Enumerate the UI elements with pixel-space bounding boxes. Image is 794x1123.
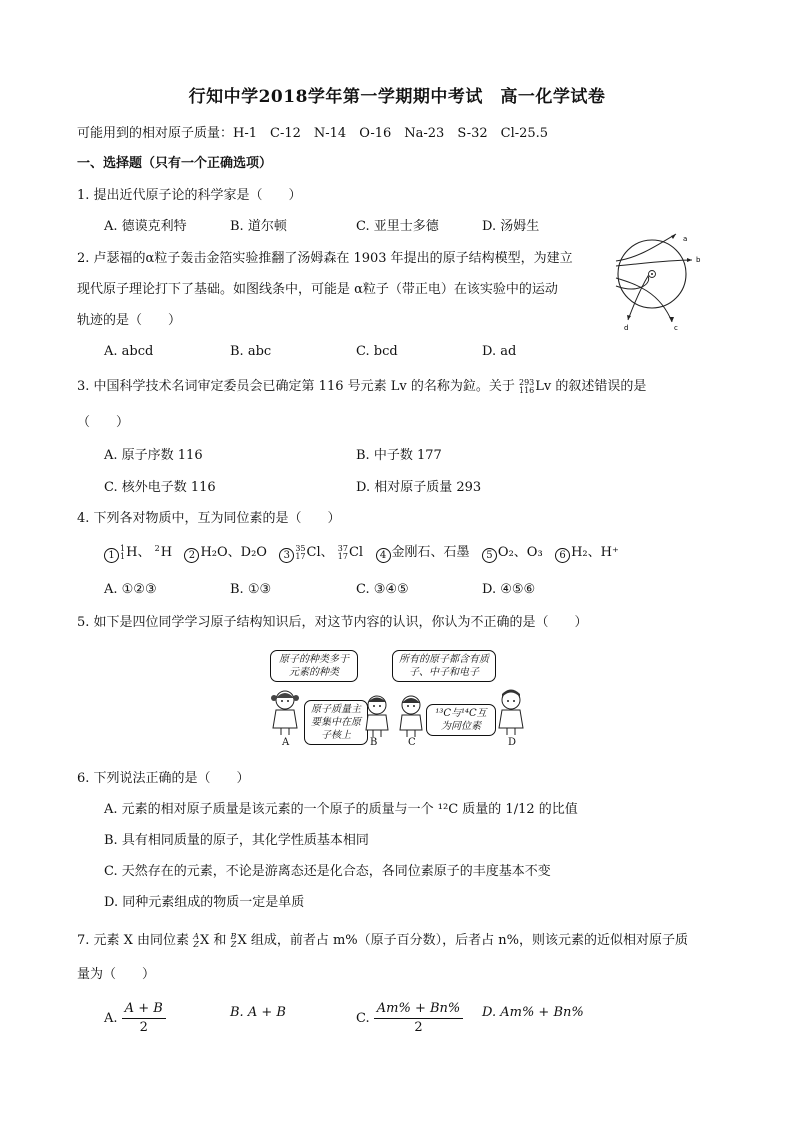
iso-cl35-z: 17 <box>295 551 306 561</box>
sep3: 、 <box>320 545 334 560</box>
label-c: c <box>674 324 678 332</box>
q7-line1 <box>77 932 688 950</box>
q7-option-c-fraction <box>374 1000 464 1037</box>
item-number-6: 6 <box>555 548 570 563</box>
q1-option-b: B. 道尔顿 <box>230 219 287 234</box>
q7-iso2-z: Z <box>230 939 237 949</box>
q1-option-c: C. 亚里士多德 <box>356 219 439 234</box>
label-student-b: B <box>370 737 378 748</box>
q2-option-c: C. bcd <box>356 344 398 359</box>
q7-iso2-sym: X <box>237 933 247 948</box>
student-b-icon <box>362 694 392 738</box>
q7-iso1-mass: A <box>193 931 199 941</box>
q2-option-a: A. abcd <box>104 344 154 359</box>
label-student-d: D <box>508 737 517 748</box>
q1-option-d: D. 汤姆生 <box>482 219 540 234</box>
q3-option-d: D. 相对原子质量 293 <box>356 480 482 495</box>
iso-cl35-sym: Cl <box>306 545 321 560</box>
iso-h2-numbers <box>155 545 160 561</box>
q7-option-d: D. Am% + Bn% <box>482 1005 584 1020</box>
q3-line2: （ ） <box>77 415 130 430</box>
q4-option-b: B. ①③ <box>230 582 272 597</box>
pair-5: O₂、O₃ <box>497 545 543 560</box>
iso-h2-mass: 2 <box>154 543 160 553</box>
sep1: 、 <box>137 545 151 560</box>
item-number-4: 4 <box>376 548 391 563</box>
q5-cartoon <box>262 646 542 754</box>
iso-cl35-numbers <box>295 545 305 561</box>
q7-option-b: B. A + B <box>230 1005 286 1020</box>
q7-option-a-numerator: A + B <box>122 1000 166 1019</box>
label-student-c: C <box>408 737 416 748</box>
q6-stem: 6. 下列说法正确的是（ ） <box>77 771 250 786</box>
iso-cl35-mass: 35 <box>295 543 306 553</box>
q6-option-b: B. 具有相同质量的原子，其化学性质基本相同 <box>104 833 369 848</box>
q4-option-a: A. ①②③ <box>104 582 157 597</box>
q3-option-c: C. 核外电子数 116 <box>104 480 216 495</box>
q3-option-a: A. 原子序数 116 <box>104 448 203 463</box>
q7-option-a <box>104 1000 166 1037</box>
pair-4: 金刚石、石墨 <box>391 545 470 560</box>
q5-stem: 5. 如下是四位同学学习原子结构知识后，对这节内容的认识，你认为不正确的是（ ） <box>77 615 588 630</box>
bubble-c: 所有的原子都含有质子、中子和电子 <box>392 650 496 682</box>
path-d <box>616 276 649 320</box>
q6-option-c: C. 天然存在的元素，不论是游离态还是化合态，各同位素原子的丰度基本不变 <box>104 864 551 879</box>
q7-line2: 量为（ ） <box>77 967 156 982</box>
q7-option-c <box>356 1000 463 1037</box>
q7-option-c-denominator: 2 <box>414 1020 423 1035</box>
item-number-3: 3 <box>279 548 294 563</box>
q7-iso1-sym: X <box>199 933 210 948</box>
pair-2: H₂O、D₂O <box>200 545 267 560</box>
q4-option-d: D. ④⑤⑥ <box>482 582 536 597</box>
q3-atomic-number: 116 <box>519 385 535 395</box>
bubble-a: 原子的种类多于元素的种类 <box>270 650 358 682</box>
q3-isotope-numbers <box>519 379 534 395</box>
q3-option-b: B. 中子数 177 <box>356 448 442 463</box>
q3-mass-number: 293 <box>519 377 535 387</box>
q6-option-a: A. 元素的相对原子质量是该元素的一个原子的质量与一个 ¹²C 质量的 1/12 的比值 <box>104 802 578 817</box>
q4-stem: 4. 下列各对物质中，互为同位素的是（ ） <box>77 511 341 526</box>
label-b: b <box>696 256 701 264</box>
q7-option-c-label: C. <box>356 1011 370 1026</box>
q2-line3: 轨迹的是（ ） <box>77 313 182 328</box>
bubble-b: 原子质量主要集中在原子核上 <box>304 700 368 745</box>
q7-line1-pre: 7. 元素 X 由同位素 <box>77 933 190 948</box>
iso-cl37-sym: Cl <box>348 545 364 560</box>
q7-option-a-fraction <box>122 1000 166 1037</box>
pair-6: H₂、H⁺ <box>571 545 619 560</box>
label-student-a: A <box>282 737 290 748</box>
q7-mid: 和 <box>213 933 227 948</box>
path-a <box>616 234 676 261</box>
path-b <box>616 260 692 266</box>
item-number-2: 2 <box>184 548 199 563</box>
student-a-icon <box>268 688 302 736</box>
q7-option-c-numerator: Am% + Bn% <box>374 1000 464 1019</box>
iso-cl37-numbers <box>338 545 348 561</box>
item-number-1: 1 <box>104 548 119 563</box>
label-a: a <box>683 235 688 243</box>
q3-line1-post: 的叙述错误的是 <box>555 379 647 394</box>
iso-cl37-z: 17 <box>337 551 348 561</box>
iso-h1-z: 1 <box>120 551 126 561</box>
q4-option-c: C. ③④⑤ <box>356 582 409 597</box>
q4-items <box>104 544 619 563</box>
iso-h1-mass: 1 <box>120 543 126 553</box>
q7-iso2-mass: B <box>230 931 237 941</box>
q2-option-b: B. abc <box>230 344 272 359</box>
q1-stem: 1. 提出近代原子论的科学家是（ ） <box>77 188 302 203</box>
path-c <box>616 278 672 322</box>
item-number-5: 5 <box>482 548 497 563</box>
q3-line1 <box>77 378 646 396</box>
iso-h2-sym: H <box>160 545 173 560</box>
q7-line1-post: 组成，前者占 m%（原子百分数），后者占 n%，则该元素的近似相对原子质 <box>250 933 689 948</box>
atomic-masses-line: 可能用到的相对原子质量：H-1 C-12 N-14 O-16 Na-23 S-32 Cl-25.5 <box>77 126 549 141</box>
iso-cl37-mass: 37 <box>337 543 348 553</box>
exam-title: 行知中学2018学年第一学期期中考试 高一化学试卷 <box>188 87 606 107</box>
bubble-d: ¹³C与¹⁴C互为同位素 <box>426 704 496 736</box>
q6-option-d: D. 同种元素组成的物质一定是单质 <box>104 895 305 910</box>
q7-iso1-numbers <box>193 933 199 949</box>
q7-iso1-z: Z <box>193 939 199 949</box>
q3-element-symbol: Lv <box>535 379 552 394</box>
q3-line1-pre: 3. 中国科学技术名词审定委员会已确定第 116 号元素 Lv 的名称为鉝。关于 <box>77 379 515 394</box>
rutherford-diagram <box>608 228 720 336</box>
student-c-icon <box>396 694 426 738</box>
student-d-icon <box>494 688 528 736</box>
label-d: d <box>624 324 629 332</box>
iso-h1-numbers <box>120 545 125 561</box>
section-heading: 一、选择题（只有一个正确选项） <box>77 156 273 171</box>
q7-option-a-denominator: 2 <box>139 1020 148 1035</box>
q1-option-a: A. 德谟克利特 <box>104 219 187 234</box>
q7-iso2-numbers <box>231 933 237 949</box>
iso-h1-sym: H <box>126 545 138 560</box>
q2-option-d: D. ad <box>482 344 517 359</box>
q2-line1: 2. 卢瑟福的α粒子轰击金箔实验推翻了汤姆森在 1903 年提出的原子结构模型，为建立 <box>77 251 573 266</box>
q7-option-a-label: A. <box>104 1011 118 1026</box>
q2-line2: 现代原子理论打下了基础。如图线条中，可能是 α粒子（带正电）在该实验中的运动 <box>77 282 558 297</box>
